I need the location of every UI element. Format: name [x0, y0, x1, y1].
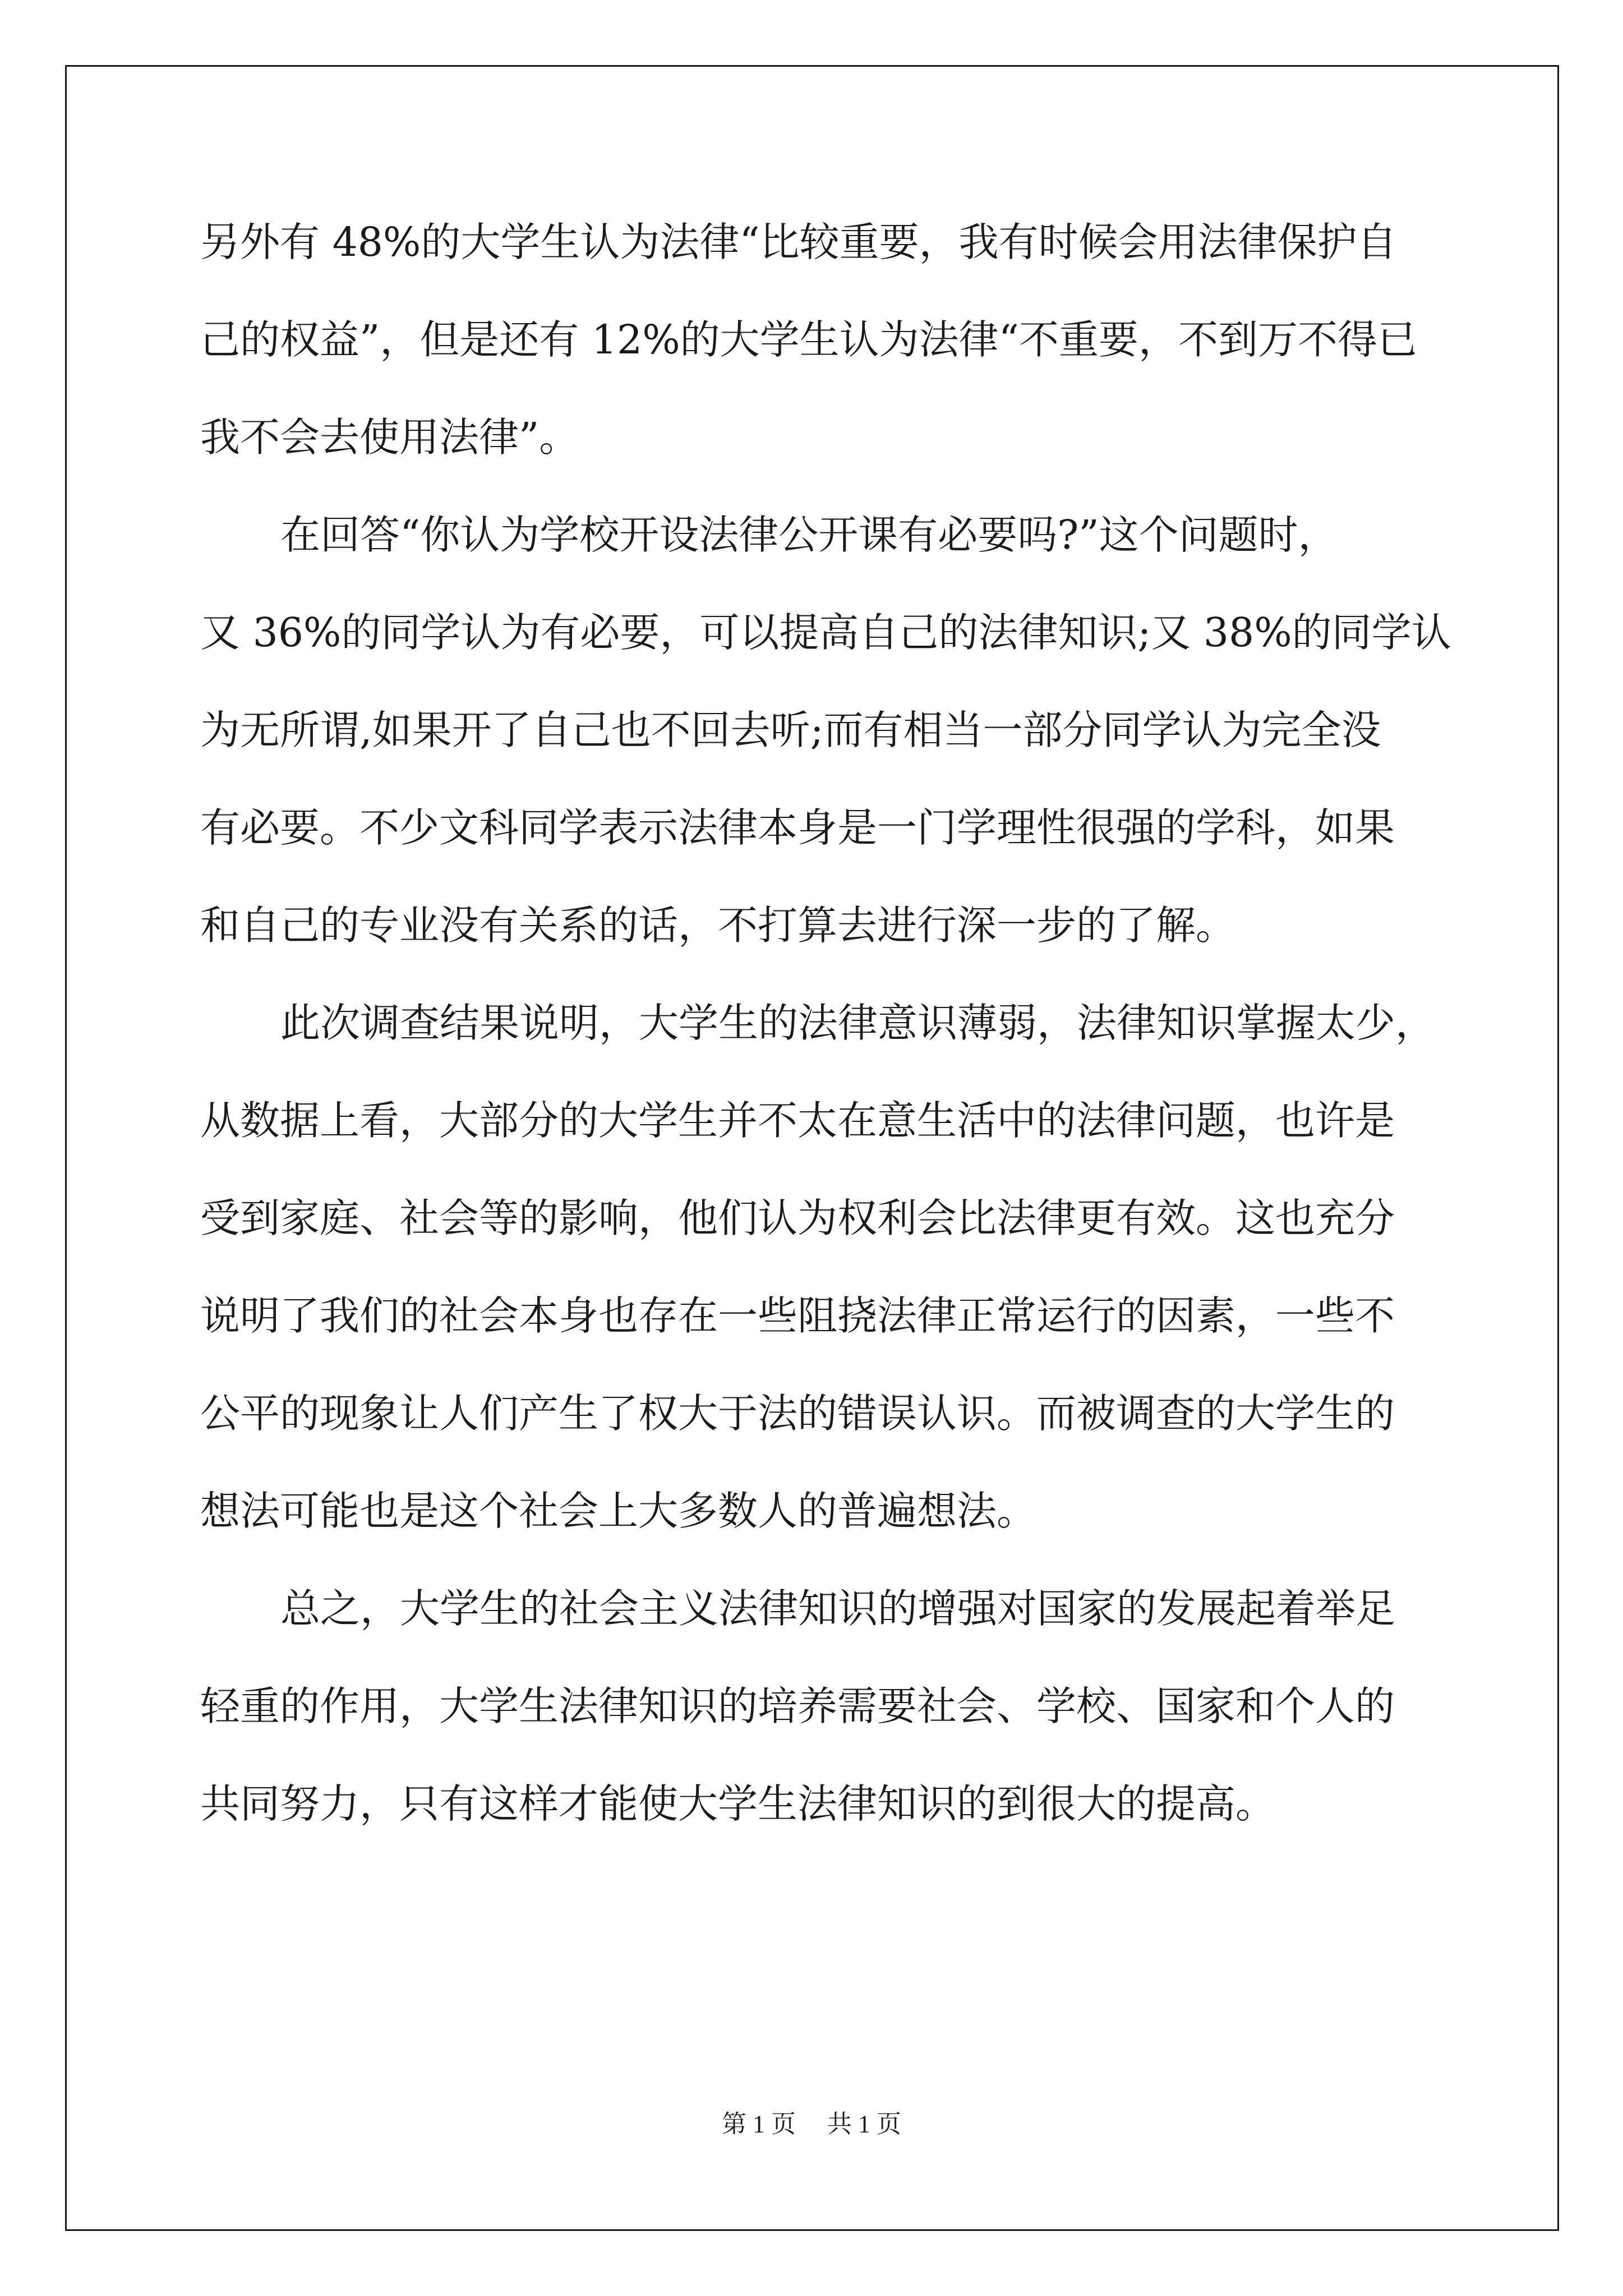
- text-line: 我不会去使用法律”。: [200, 414, 579, 461]
- text-line: 和自己的专业没有关系的话，不打算去进行深一步的了解。: [200, 902, 1236, 949]
- text-line: 为无所谓,如果开了自己也不回去听;而有相当一部分同学认为完全没: [200, 707, 1381, 753]
- page-footer: [0, 2108, 1623, 2141]
- page-border: [65, 65, 1559, 2231]
- text-line: 此次调查结果说明，大学生的法律意识薄弱，法律知识掌握太少，: [280, 1000, 1436, 1046]
- text-line: 受到家庭、社会等的影响，他们认为权利会比法律更有效。这也充分: [200, 1195, 1395, 1241]
- text-line: 总之，大学生的社会主义法律知识的增强对国家的发展起着举足: [280, 1585, 1396, 1632]
- text-line: 公平的现象让人们产生了权大于法的错误认识。而被调查的大学生的: [200, 1390, 1395, 1437]
- text-line: 在回答“你认为学校开设法律公开课有必要吗?”这个问题时，: [280, 512, 1338, 558]
- text-line: 说明了我们的社会本身也存在一些阻挠法律正常运行的因素，一些不: [200, 1292, 1395, 1339]
- text-line: 另外有 48%的大学生认为法律“比较重要，我有时候会用法律保护自: [200, 219, 1397, 265]
- text-line: 共同努力，只有这样才能使大学生法律知识的到很大的提高。: [200, 1780, 1276, 1827]
- text-line: 己的权益”，但是还有 12%的大学生认为法律“不重要，不到万不得已: [200, 316, 1417, 363]
- page-total: 共 1 页: [827, 2110, 901, 2138]
- page-number: 第 1 页: [722, 2110, 796, 2138]
- text-line: 想法可能也是这个社会上大多数人的普遍想法。: [200, 1488, 1037, 1534]
- text-line: 有必要。不少文科同学表示法律本身是一门学理性很强的学科，如果: [200, 804, 1395, 851]
- text-line: 从数据上看，大部分的大学生并不太在意生活中的法律问题，也许是: [200, 1097, 1395, 1144]
- text-line: 轻重的作用，大学生法律知识的培养需要社会、学校、国家和个人的: [200, 1683, 1395, 1729]
- text-line: 又 36%的同学认为有必要，可以提高自己的法律知识;又 38%的同学认: [200, 609, 1451, 656]
